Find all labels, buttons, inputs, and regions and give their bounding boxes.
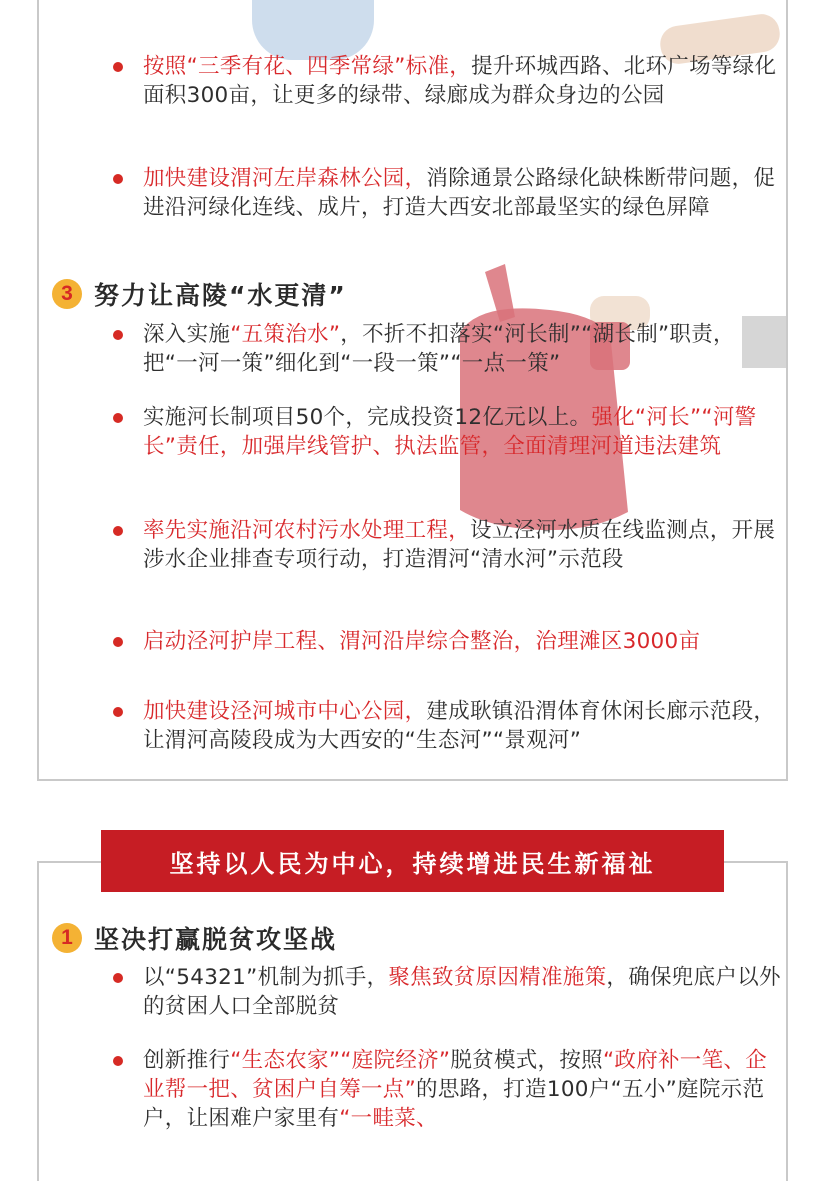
section-number-badge: 3 bbox=[52, 279, 82, 309]
section-number-badge: 1 bbox=[52, 923, 82, 953]
item-text: 脱贫模式，按照 bbox=[450, 1048, 603, 1073]
item-highlight: 按照“三季有花、四季常绿”标准， bbox=[143, 54, 472, 79]
item-text: 提升环城西路、北环广场等绿化面积300亩，让更多的绿带、绿廊成为群众身边的公园 bbox=[143, 54, 777, 108]
item-text: 消除通景公路绿化缺株断带问题，促进沿河绿化连线、成片，打造大西安北部最坚实的绿色屏障 bbox=[143, 166, 776, 220]
item-text: 建成耿镇沿渭体育休闲长廊示范段，让渭河高陵段成为大西安的“生态河”“景观河” bbox=[143, 699, 776, 753]
bullet-dot-icon bbox=[113, 1056, 123, 1066]
list-item bbox=[113, 516, 785, 574]
content-panel-top bbox=[37, 0, 788, 781]
item-highlight: 强化“河长”“河警长”责任，加强岸线管护、执法监管，全面清理河道违法建筑 bbox=[143, 405, 757, 459]
item-text: 以“54321”机制为抓手， bbox=[143, 965, 389, 990]
bullet-dot-icon bbox=[113, 973, 123, 983]
item-text: 实施河长制项目50个，完成投资12亿元以上。 bbox=[143, 405, 592, 430]
list-item bbox=[113, 1046, 785, 1133]
list-item bbox=[113, 963, 785, 1021]
list-item bbox=[113, 320, 785, 378]
item-highlight: 聚焦致贫原因精准施策 bbox=[388, 965, 607, 990]
bullet-dot-icon bbox=[113, 526, 123, 536]
item-highlight: “五策治水” bbox=[230, 322, 341, 347]
item-text: 创新推行 bbox=[143, 1048, 231, 1073]
item-highlight: “一畦菜、 bbox=[339, 1106, 438, 1131]
bullet-dot-icon bbox=[113, 413, 123, 423]
bullet-dot-icon bbox=[113, 707, 123, 717]
bullet-dot-icon bbox=[113, 637, 123, 647]
item-text: ，确保兜底户以外的贫困人口全部脱贫 bbox=[143, 965, 781, 1019]
section-title: 坚决打赢脱贫攻坚战 bbox=[94, 925, 338, 954]
list-item bbox=[113, 627, 785, 656]
content-panel-bottom bbox=[37, 861, 788, 1181]
section-heading bbox=[52, 276, 347, 312]
list-item bbox=[113, 403, 785, 461]
item-highlight: “生态农家”“庭院经济” bbox=[230, 1048, 451, 1073]
bullet-dot-icon bbox=[113, 62, 123, 72]
item-highlight: 启动泾河护岸工程、渭河沿岸综合整治，治理滩区3000亩 bbox=[143, 629, 701, 654]
item-highlight: 率先实施沿河农村污水处理工程， bbox=[143, 518, 471, 543]
item-highlight: 加快建设泾河城市中心公园， bbox=[143, 699, 427, 724]
item-highlight: 加快建设渭河左岸森林公园， bbox=[143, 166, 427, 191]
section-banner: 坚持以人民为中心，持续增进民生新福祉 bbox=[101, 830, 724, 892]
item-highlight: “政府补一笔、企业帮一把、贫困户自筹一点” bbox=[143, 1048, 768, 1102]
section-title: 努力让高陵“水更清” bbox=[94, 281, 347, 310]
item-text: ，不折不扣落实“河长制”“湖长制”职责，把“一河一策”细化到“一段一策”“一点一策” bbox=[143, 322, 735, 376]
bullet-dot-icon bbox=[113, 330, 123, 340]
section-heading bbox=[52, 920, 337, 956]
item-text: 深入实施 bbox=[143, 322, 231, 347]
list-item bbox=[113, 52, 785, 110]
list-item bbox=[113, 164, 785, 222]
bullet-dot-icon bbox=[113, 174, 123, 184]
item-text: 设立泾河水质在线监测点，开展涉水企业排查专项行动，打造渭河“清水河”示范段 bbox=[143, 518, 776, 572]
item-text: 的思路，打造100户“五小”庭院示范户，让困难户家里有 bbox=[143, 1077, 765, 1131]
list-item bbox=[113, 697, 785, 755]
